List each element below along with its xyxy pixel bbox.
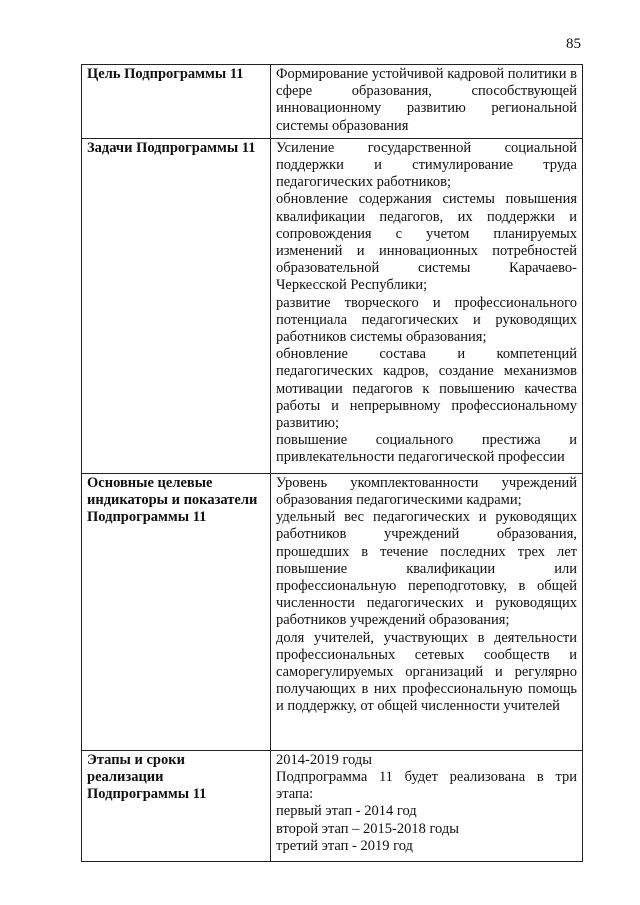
- content-paragraph: Формирование устойчивой кадровой политики в сфере образования, способствующей инновационному развитию региональной системы образования: [276, 66, 577, 134]
- content-paragraph: Уровень укомплектованности учреждений образования педагогическими кадрами;: [276, 474, 577, 509]
- content-paragraph: обновление содержания системы повышения квалификации педагогов, их поддержки и сопровождения с учетом планируемых изменений и инновационных потребностей образовательной системы Карачаево-Черкесской Республики;: [276, 191, 577, 294]
- table-row-stages: [82, 750, 583, 861]
- content-paragraph: 2014-2019 годы: [276, 751, 372, 768]
- row-content-indicators: [271, 473, 583, 750]
- table-row-goal: [82, 65, 583, 139]
- content-paragraph: повышение социального престижа и привлекательности педагогической профессии: [276, 432, 577, 466]
- content-paragraph: первый этап - 2014 год: [276, 803, 417, 820]
- content-paragraph: доля учителей, участвующих в деятельности профессиональных сетевых сообществ и саморегулируемых организаций и регулярно получающих в них профессиональную помощь и поддержку, от общей численности учителей: [276, 629, 577, 715]
- row-label-goal: Цель Подпрограммы 11: [82, 65, 271, 139]
- content-paragraph: третий этап - 2019 год: [276, 837, 413, 854]
- content-paragraph: второй этап – 2015-2018 годы: [276, 820, 459, 837]
- row-label-stages: Этапы и сроки реализации Подпрограммы 11: [82, 750, 271, 861]
- table-row-indicators: [82, 473, 583, 750]
- row-content-tasks: [271, 138, 583, 473]
- row-content-goal: [271, 65, 583, 139]
- row-content-stages: [271, 750, 583, 861]
- row-label-indicators: Основные целевые индикаторы и показатели Подпрограммы 11: [82, 473, 271, 750]
- content-paragraph: Подпрограмма 11 будет реализована в три этапа:: [276, 769, 577, 803]
- row-label-tasks: Задачи Подпрограммы 11: [82, 138, 271, 473]
- content-paragraph: обновление состава и компетенций педагогических кадров, создание механизмов мотивации педагогов к повышению качества работы и непрерывному профессиональному развитию;: [276, 346, 577, 432]
- content-paragraph: удельный вес педагогических и руководящих работников учреждений образования, прошедших в течение последних трех лет повышение квалификации или профессиональную переподготовку, в общей численности педагогических и руководящих работников учреждений образования;: [276, 509, 577, 629]
- content-paragraph: развитие творческого и профессионального потенциала педагогических и руководящих работников системы образования;: [276, 294, 577, 346]
- content-paragraph: Усиление государственной социальной поддержки и стимулирование труда педагогических работников;: [276, 139, 577, 191]
- table-row-tasks: [82, 138, 583, 473]
- subprogram-passport-table: [81, 64, 583, 862]
- page-number: 85: [566, 36, 581, 52]
